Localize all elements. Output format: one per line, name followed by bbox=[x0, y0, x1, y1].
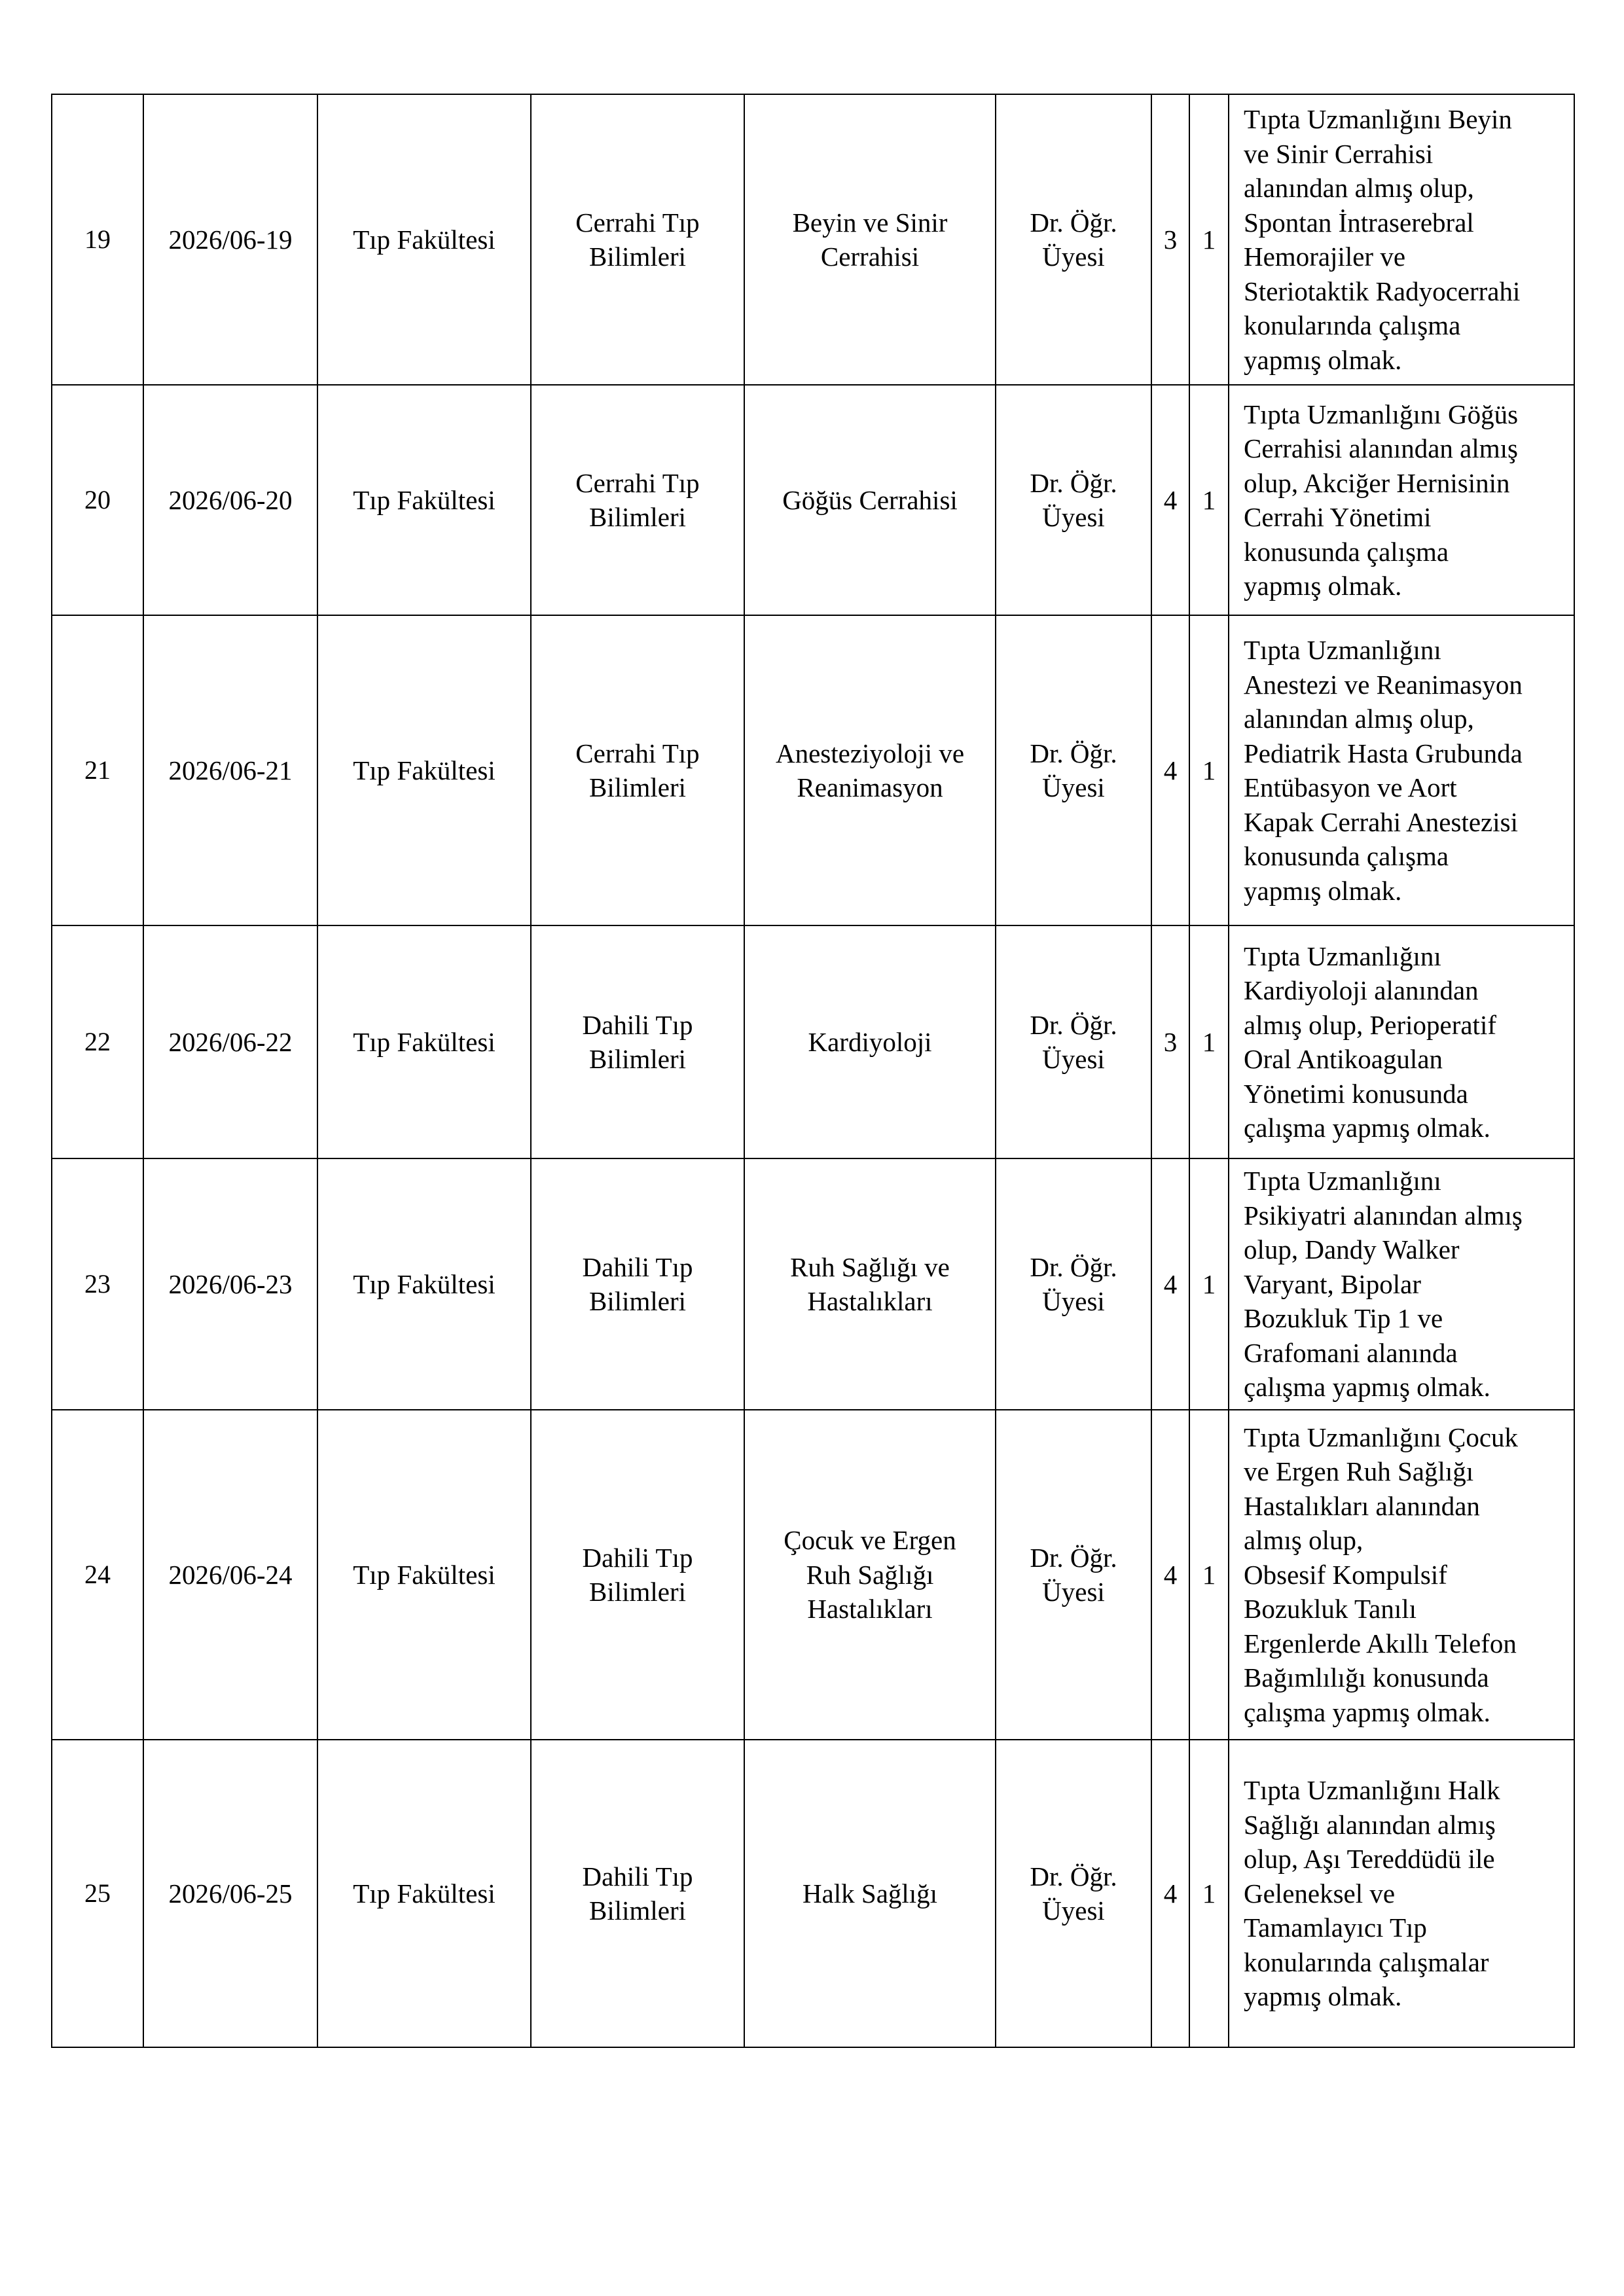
table-row bbox=[52, 1740, 1574, 2047]
cell-faculty: Tıp Fakültesi bbox=[317, 1158, 531, 1410]
cell-faculty: Tıp Fakültesi bbox=[317, 1740, 531, 2047]
cell-department: Dahili Tıp Bilimleri bbox=[531, 1740, 744, 2047]
cell-field: Kardiyoloji bbox=[744, 925, 996, 1158]
cell-title: Dr. Öğr. Üyesi bbox=[996, 925, 1151, 1158]
cell-title: Dr. Öğr. Üyesi bbox=[996, 1158, 1151, 1410]
cell-requirement: Tıpta Uzmanlığını Çocuk ve Ergen Ruh Sağlığı Hastalıkları alanından almış olup, Obsesif Kompulsif Bozukluk Tanılı Ergenlerde Akıllı Telefon Bağımlılığı konusunda çalışma yapmış olmak. bbox=[1229, 1410, 1574, 1740]
cell-department: Cerrahi Tıp Bilimleri bbox=[531, 615, 744, 925]
cell-title: Dr. Öğr. Üyesi bbox=[996, 94, 1151, 385]
cell-count: 1 bbox=[1189, 615, 1229, 925]
cell-degree: 4 bbox=[1151, 1158, 1189, 1410]
cell-field: Halk Sağlığı bbox=[744, 1740, 996, 2047]
cell-requirement: Tıpta Uzmanlığını Psikiyatri alanından almış olup, Dandy Walker Varyant, Bipolar Bozukluk Tip 1 ve Grafomani alanında çalışma yapmış olmak. bbox=[1229, 1158, 1574, 1410]
cell-count: 1 bbox=[1189, 1740, 1229, 2047]
cell-degree: 3 bbox=[1151, 925, 1189, 1158]
cell-requirement: Tıpta Uzmanlığını Göğüs Cerrahisi alanından almış olup, Akciğer Hernisinin Cerrahi Yönetimi konusunda çalışma yapmış olmak. bbox=[1229, 385, 1574, 615]
cell-requirement: Tıpta Uzmanlığını Anestezi ve Reanimasyon alanından almış olup, Pediatrik Hasta Grubunda Entübasyon ve Aort Kapak Cerrahi Anestezisi konusunda çalışma yapmış olmak. bbox=[1229, 615, 1574, 925]
positions-table bbox=[51, 94, 1575, 2048]
cell-degree: 4 bbox=[1151, 615, 1189, 925]
cell-count: 1 bbox=[1189, 94, 1229, 385]
cell-number: 21 bbox=[52, 615, 143, 925]
cell-count: 1 bbox=[1189, 385, 1229, 615]
cell-count: 1 bbox=[1189, 1158, 1229, 1410]
cell-faculty: Tıp Fakültesi bbox=[317, 94, 531, 385]
cell-faculty: Tıp Fakültesi bbox=[317, 1410, 531, 1740]
cell-field: Anesteziyoloji ve Reanimasyon bbox=[744, 615, 996, 925]
cell-ad-number: 2026/06-20 bbox=[143, 385, 317, 615]
table-row bbox=[52, 1158, 1574, 1410]
table-body bbox=[52, 94, 1574, 2047]
cell-requirement: Tıpta Uzmanlığını Beyin ve Sinir Cerrahisi alanından almış olup, Spontan İntraserebral Hemorajiler ve Steriotaktik Radyocerrahi konularında çalışma yapmış olmak. bbox=[1229, 94, 1574, 385]
cell-title: Dr. Öğr. Üyesi bbox=[996, 1740, 1151, 2047]
cell-field: Beyin ve Sinir Cerrahisi bbox=[744, 94, 996, 385]
table-row bbox=[52, 1410, 1574, 1740]
cell-field: Ruh Sağlığı ve Hastalıkları bbox=[744, 1158, 996, 1410]
table-row bbox=[52, 385, 1574, 615]
table-row bbox=[52, 615, 1574, 925]
cell-ad-number: 2026/06-22 bbox=[143, 925, 317, 1158]
cell-ad-number: 2026/06-24 bbox=[143, 1410, 317, 1740]
cell-degree: 3 bbox=[1151, 94, 1189, 385]
cell-count: 1 bbox=[1189, 925, 1229, 1158]
cell-department: Dahili Tıp Bilimleri bbox=[531, 1410, 744, 1740]
cell-ad-number: 2026/06-19 bbox=[143, 94, 317, 385]
cell-degree: 4 bbox=[1151, 1410, 1189, 1740]
cell-requirement: Tıpta Uzmanlığını Halk Sağlığı alanından almış olup, Aşı Tereddüdü ile Geleneksel ve Tamamlayıcı Tıp konularında çalışmalar yapmış olmak. bbox=[1229, 1740, 1574, 2047]
cell-ad-number: 2026/06-25 bbox=[143, 1740, 317, 2047]
table-row bbox=[52, 94, 1574, 385]
cell-department: Cerrahi Tıp Bilimleri bbox=[531, 94, 744, 385]
cell-number: 19 bbox=[52, 94, 143, 385]
cell-faculty: Tıp Fakültesi bbox=[317, 615, 531, 925]
cell-degree: 4 bbox=[1151, 385, 1189, 615]
cell-field: Göğüs Cerrahisi bbox=[744, 385, 996, 615]
cell-faculty: Tıp Fakültesi bbox=[317, 925, 531, 1158]
cell-degree: 4 bbox=[1151, 1740, 1189, 2047]
cell-number: 23 bbox=[52, 1158, 143, 1410]
cell-requirement: Tıpta Uzmanlığını Kardiyoloji alanından almış olup, Perioperatif Oral Antikoagulan Yönetimi konusunda çalışma yapmış olmak. bbox=[1229, 925, 1574, 1158]
cell-ad-number: 2026/06-21 bbox=[143, 615, 317, 925]
cell-department: Cerrahi Tıp Bilimleri bbox=[531, 385, 744, 615]
cell-number: 24 bbox=[52, 1410, 143, 1740]
cell-number: 20 bbox=[52, 385, 143, 615]
cell-count: 1 bbox=[1189, 1410, 1229, 1740]
cell-department: Dahili Tıp Bilimleri bbox=[531, 1158, 744, 1410]
cell-number: 25 bbox=[52, 1740, 143, 2047]
cell-number: 22 bbox=[52, 925, 143, 1158]
cell-field: Çocuk ve Ergen Ruh Sağlığı Hastalıkları bbox=[744, 1410, 996, 1740]
cell-ad-number: 2026/06-23 bbox=[143, 1158, 317, 1410]
cell-title: Dr. Öğr. Üyesi bbox=[996, 1410, 1151, 1740]
cell-faculty: Tıp Fakültesi bbox=[317, 385, 531, 615]
table-row bbox=[52, 925, 1574, 1158]
cell-title: Dr. Öğr. Üyesi bbox=[996, 385, 1151, 615]
cell-department: Dahili Tıp Bilimleri bbox=[531, 925, 744, 1158]
cell-title: Dr. Öğr. Üyesi bbox=[996, 615, 1151, 925]
